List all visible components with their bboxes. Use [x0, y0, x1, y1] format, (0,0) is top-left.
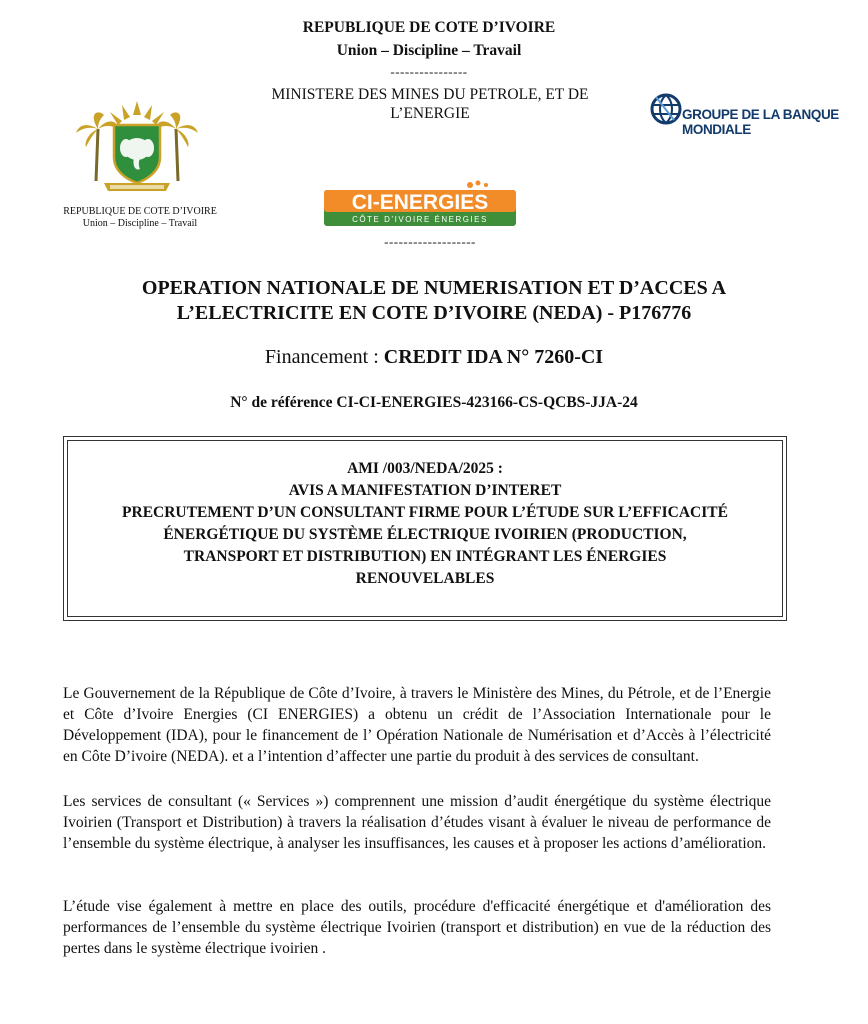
notice-box-inner-border [67, 440, 783, 617]
header-motto: Union – Discipline – Travail [336, 42, 522, 59]
financing-label: Financement : [264, 346, 384, 368]
notice-line: PRECRUTEMENT D’UN CONSULTANT FIRME POUR L’ÉTUDE SUR L’EFFICACITÉ [122, 504, 728, 521]
header-republic: REPUBLIQUE DE COTE D’IVOIRE [302, 19, 556, 36]
notice-box [63, 436, 787, 621]
body-paragraph-2: Les services de consultant (« Services ») comprennent une mission d’audit énergétique du système électrique Ivoirien (Transport et Distribution) à travers la réalisation d’études visant à évaluer le niveau de performance de l’ensemble du système électrique, à analyser les insuffisances, les causes et à proposer les actions d’amélioration. [63, 793, 771, 852]
notice-line: AVIS A MANIFESTATION D’INTERET [288, 482, 562, 499]
header-ministry [240, 85, 620, 123]
notice-text [68, 458, 782, 590]
ci-energies-logo-subtitle: CÔTE D’IVOIRE ÉNERGIES [352, 215, 488, 224]
body-paragraph-1: Le Gouvernement de la République de Côte d’Ivoire, à travers le Ministère des Mines, du Pétrole, et de l’Energie et Côte d’Ivoire Energies (CI ENERGIES) a obtenu un crédit de l’Association Internationale pour le Développement (IDA), pour le financement de l’ Opération Nationale de Numérisation et d’Accès à l’électricité en Côte D’ivoire (NEDA). et a l’intention d’affecter une partie du produit à des services de consultant. [63, 685, 771, 765]
emblem-caption-line-2: Union – Discipline – Travail [82, 218, 198, 229]
header-separator: ---------------- [390, 64, 468, 79]
project-title-line-2: L’ELECTRICITE EN COTE D’IVOIRE (NEDA) - P176776 [176, 302, 692, 324]
notice-line: RENOUVELABLES [355, 570, 495, 587]
financing-value: CREDIT IDA N° 7260-CI [383, 346, 604, 368]
notice-line: TRANSPORT ET DISTRIBUTION) EN INTÉGRANT LES ÉNERGIES [183, 548, 667, 565]
header-separator-2: ------------------- [384, 234, 476, 249]
ci-energies-logo [324, 180, 516, 226]
ministry-line-2: L’ENERGIE [390, 105, 470, 122]
coat-of-arms-icon [74, 99, 200, 195]
notice-line: ÉNERGÉTIQUE DU SYSTÈME ÉLECTRIQUE IVOIRIEN (PRODUCTION, [163, 526, 687, 543]
reference-number: N° de référence CI-CI-ENERGIES-423166-CS-QCBS-JJA-24 [230, 394, 638, 411]
project-title [60, 276, 808, 326]
notice-line: AMI /003/NEDA/2025 : [347, 460, 503, 477]
emblem-caption [40, 206, 240, 230]
ci-energies-logo-text: CI-ENERGIES [351, 191, 489, 214]
emblem-caption-line-1: REPUBLIQUE DE COTE D’IVOIRE [63, 206, 217, 217]
world-bank-logo-text: GROUPE DE LA BANQUE MONDIALE [682, 107, 839, 137]
body-paragraph-3: L’étude vise également à mettre en place des outils, procédure d'efficacité énergétique et d'amélioration des performances de l’ensemble du système électrique Ivoirien (transport et distribution) en vue de la réduction des pertes dans le système électrique ivoirien . [63, 898, 771, 957]
financing-line [60, 346, 808, 369]
project-title-line-1: OPERATION NATIONALE DE NUMERISATION ET D’ACCES A [141, 277, 727, 299]
ministry-line-1: MINISTERE DES MINES DU PETROLE, ET DE [271, 86, 589, 103]
